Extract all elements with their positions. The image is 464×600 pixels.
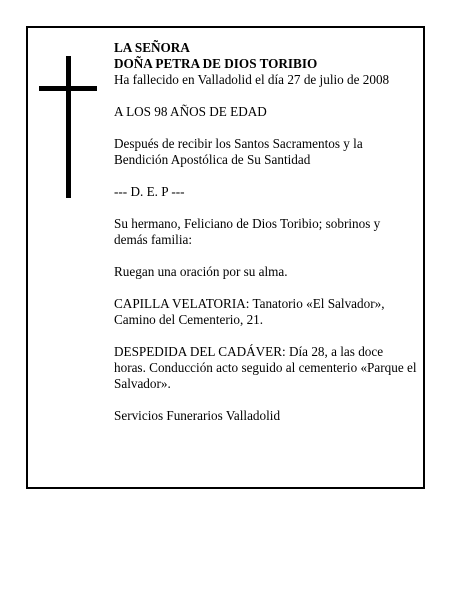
sacraments-line-2: Bendición Apostólica de Su Santidad xyxy=(114,152,311,167)
farewell-line-1: DESPEDIDA DEL CADÁVER: Día 28, a las doce xyxy=(114,344,384,359)
title-line-2: DOÑA PETRA DE DIOS TORIBIO xyxy=(114,56,318,71)
age-line: A LOS 98 AÑOS DE EDAD xyxy=(114,104,267,119)
title-line-1: LA SEÑORA xyxy=(114,40,190,55)
farewell-line-2: horas. Conducción acto seguido al cementerio «Parque el xyxy=(114,360,417,375)
services-line: Servicios Funerarios Valladolid xyxy=(114,408,281,423)
farewell-line-3: Salvador». xyxy=(114,376,171,391)
family-line-1: Su hermano, Feliciano de Dios Toribio; sobrinos y xyxy=(114,216,381,231)
family-line-2: demás familia: xyxy=(114,232,192,247)
death-line: Ha fallecido en Valladolid el día 27 de julio de 2008 xyxy=(114,72,390,87)
cross-icon xyxy=(39,56,97,198)
cross-vertical-bar xyxy=(66,56,71,198)
chapel-line-1: CAPILLA VELATORIA: Tanatorio «El Salvador», xyxy=(114,296,385,311)
chapel-line-2: Camino del Cementerio, 21. xyxy=(114,312,264,327)
sacraments-line-1: Después de recibir los Santos Sacramentos y la xyxy=(114,136,363,151)
cross-horizontal-bar xyxy=(39,86,97,91)
rip-line: --- D. E. P --- xyxy=(114,184,185,199)
obituary-notice xyxy=(26,26,425,489)
prayer-line: Ruegan una oración por su alma. xyxy=(114,264,288,279)
notice-text xyxy=(114,40,425,424)
